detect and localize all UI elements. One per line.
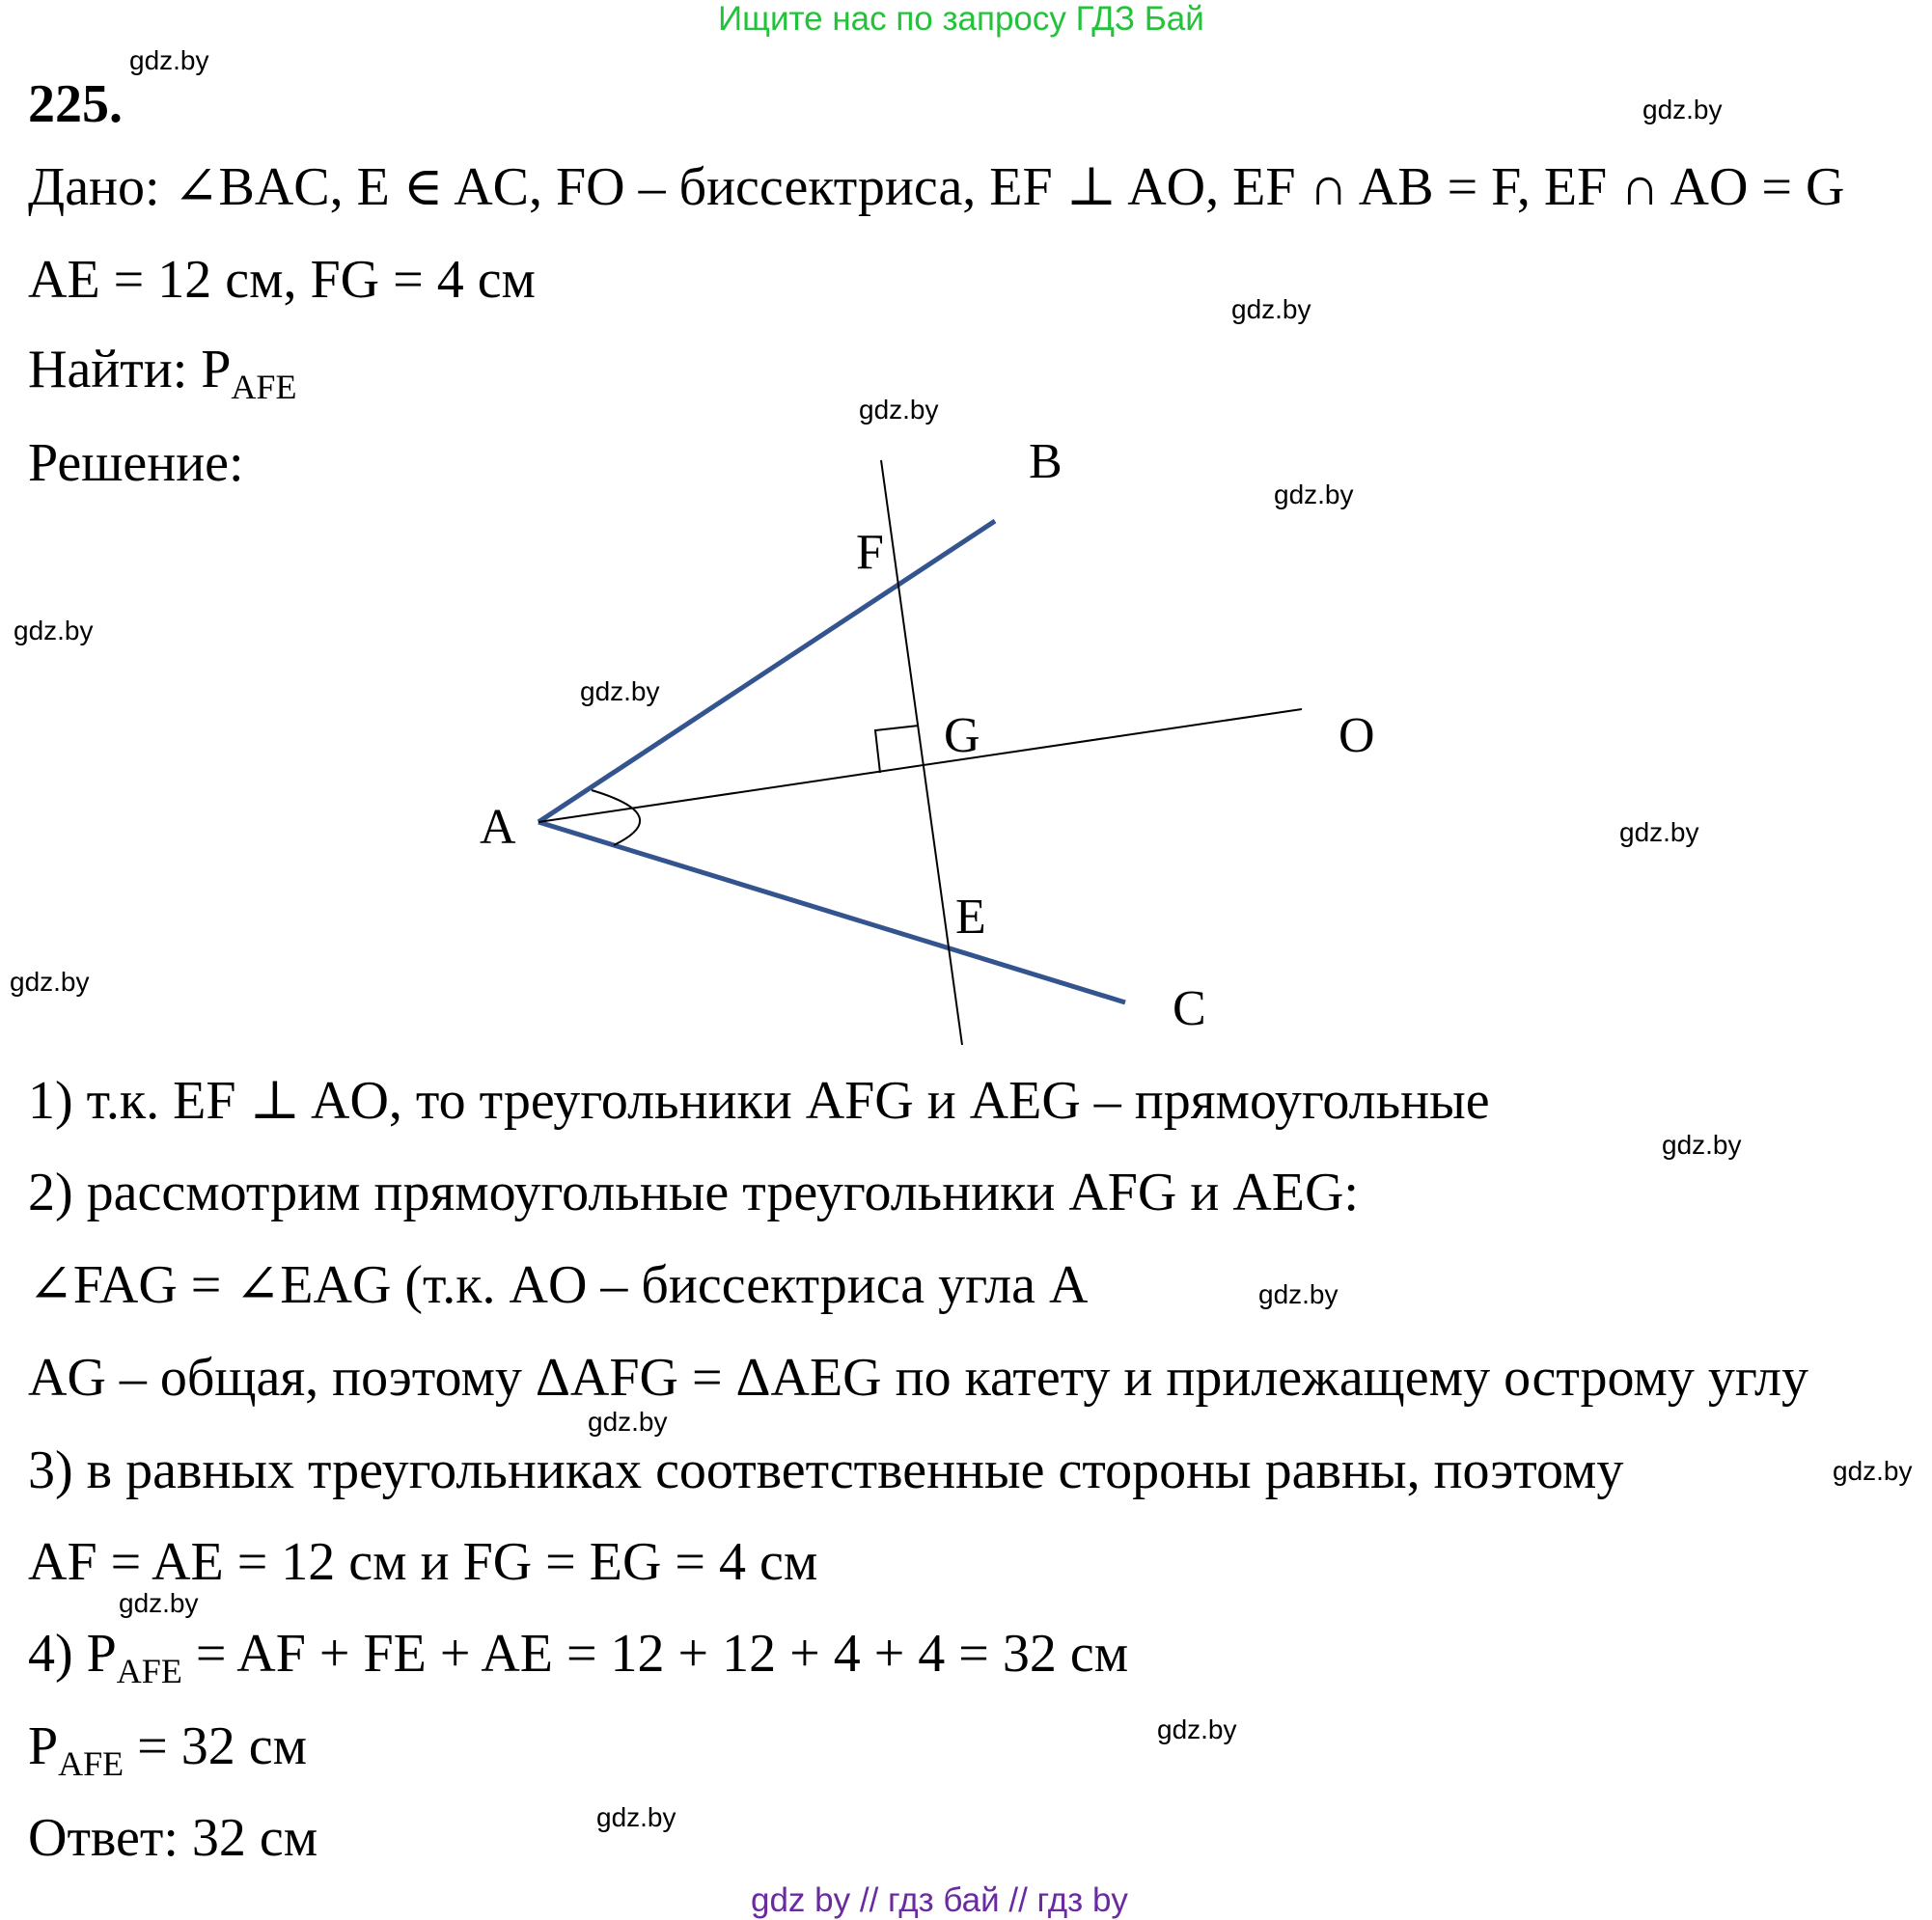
label-c: C [1173, 981, 1206, 1036]
given-line-1: Дано: ∠BAC, E ∈ AC, FO – биссектриса, EF ⊥ AO, EF ∩ AB = F, EF ∩ AO = G [28, 157, 1845, 217]
watermark: gdz.by [1662, 1130, 1742, 1160]
watermark: gdz.by [14, 616, 94, 645]
side-ac [538, 822, 1125, 1002]
watermark: gdz.by [1833, 1456, 1913, 1486]
angle-arc-a [592, 790, 640, 845]
watermark: gdz.by [1274, 480, 1354, 509]
label-o: O [1339, 708, 1375, 763]
watermark: gdz.by [1619, 817, 1699, 847]
step-2-angles: ∠FAG = ∠EAG (т.к. AO – биссектриса угла A [28, 1255, 1089, 1315]
top-banner: Ищите нас по запросу ГДЗ Бай [718, 0, 1204, 38]
bisector-ao [538, 709, 1302, 822]
step-4 [28, 1624, 1129, 1690]
problem-number: 225. [28, 74, 123, 134]
watermark: gdz.by [596, 1802, 676, 1832]
watermark: gdz.by [10, 967, 90, 997]
step-4-prefix: 4) P [28, 1624, 117, 1684]
watermark: gdz.by [588, 1407, 668, 1437]
solution-label: Решение: [28, 433, 244, 493]
watermark: gdz.by [580, 676, 660, 706]
watermark: gdz.by [859, 395, 939, 425]
watermark: gdz.by [1642, 95, 1723, 124]
watermark: gdz.by [119, 1588, 199, 1618]
step-4-rest: = AF + FE + AE = 12 + 12 + 4 + 4 = 32 см [181, 1624, 1129, 1684]
label-f: F [856, 525, 884, 580]
find-subscript: AFE [231, 368, 297, 406]
step-4-subscript: AFE [116, 1652, 182, 1690]
step-2: 2) рассмотрим прямоугольные треугольники AFG и AEG: [28, 1163, 1359, 1222]
step-1: 1) т.к. EF ⊥ AO, то треугольники AFG и AEG – прямоугольные [28, 1071, 1490, 1131]
perimeter-prefix: P [28, 1716, 59, 1776]
label-g: G [944, 708, 980, 763]
step-2-conclusion: AG – общая, поэтому ΔAFG = ΔAEG по катету и прилежащему острому углу [28, 1348, 1808, 1408]
find-prefix: Найти: P [28, 340, 232, 399]
watermark: gdz.by [1231, 294, 1311, 324]
perimeter-subscript: AFE [58, 1744, 124, 1783]
perimeter-result [28, 1716, 308, 1783]
step-3: 3) в равных треугольниках соответственные стороны равны, поэтому [28, 1440, 1624, 1500]
watermark: gdz.by [129, 45, 209, 75]
label-b: B [1029, 434, 1063, 489]
watermark: gdz.by [1157, 1714, 1237, 1744]
side-ab [538, 521, 995, 822]
bottom-banner: gdz by // гдз бай // гдз by [751, 1881, 1128, 1919]
label-e: E [955, 890, 986, 945]
perimeter-rest: = 32 см [124, 1716, 308, 1776]
right-angle-marker [875, 726, 919, 773]
watermark: gdz.by [1258, 1279, 1339, 1309]
answer-line: Ответ: 32 см [28, 1808, 318, 1868]
step-3-result: AF = AE = 12 см и FG = EG = 4 см [28, 1532, 818, 1592]
given-line-2: AE = 12 см, FG = 4 см [28, 250, 536, 310]
label-a: A [480, 800, 516, 855]
